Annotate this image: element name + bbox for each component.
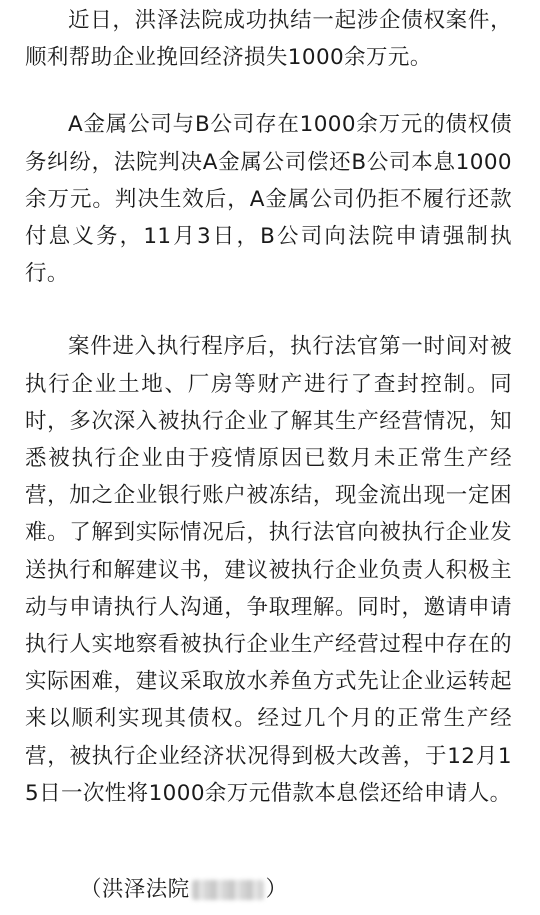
article-signature [80,871,287,908]
article-paragraph-1: 近日，洪泽法院成功执结一起涉企债权案件，顺利帮助企业挽回经济损失1000余万元。 [25,8,512,71]
blurred-author-name [192,880,264,900]
signature-close-paren: ） [265,877,288,902]
signature-source: （洪泽法院 [80,877,190,902]
article-paragraph-3: 案件进入执行程序后，执行法官第一时间对被执行企业土地、厂房等财产进行了查封控制。同时，多次深入被执行企业了解其生产经营情况，知悉被执行企业由于疫情原因已数月未正常生产经营，加之企业银行账户被冻结，现金流出现一定困难。了解到实际情况后，执行法官向被执行企业发送执行和解建议书，建议被执行企业负责人积极主动与申请执行人沟通，争取理解。同时，邀请申请执行人实地察看被执行企业生产经营过程中存在的实际困难，建议采取放水养鱼方式先让企业运转起来以顺利实现其债权。经过几个月的正常生产经营，被执行企业经济状况得到极大改善，于12月15日一次性将1000余万元借款本息偿还给申请人。 [25,334,512,806]
article-paragraph-2: A金属公司与B公司存在1000余万元的债权债务纠纷，法院判决A金属公司偿还B公司本息1000余万元。判决生效后，A金属公司仍拒不履行还款付息义务，11月3日，B公司向法院申请强制执行。 [25,112,512,287]
